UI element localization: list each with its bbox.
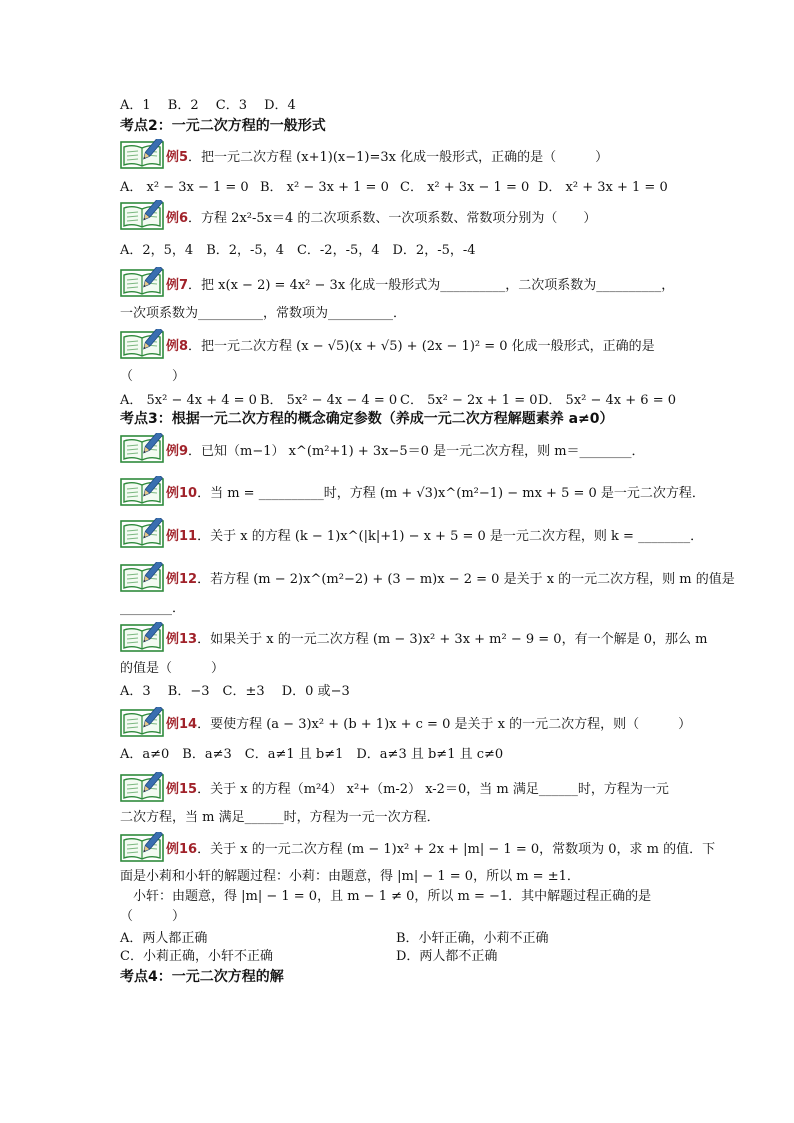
- example-label: 例11: [166, 529, 198, 544]
- example-text: ．当 m = __________时，方程 (m + √3)x^(m²−1) − mx + 5 = 0 是一元二次方程．: [197, 486, 705, 501]
- book-pen-icon: [120, 200, 164, 230]
- example-16: [166, 841, 715, 859]
- choices-ex13: A．3 B．−3 C．±3 D．0 或−3: [120, 684, 350, 699]
- heading-kp2: 考点2：一元二次方程的一般形式: [120, 118, 326, 134]
- example-16-cont1: 面是小莉和小轩的解题过程：小莉：由题意，得 |m| − 1 = 0，所以 m = ±1．: [120, 869, 580, 884]
- example-10: [166, 485, 705, 503]
- example-label: 例8: [166, 339, 189, 354]
- choice-a: A．两人都正确: [120, 931, 208, 946]
- example-8-paren: （ ）: [120, 369, 186, 384]
- choices-top: A．1 B．2 C．3 D．4: [120, 98, 296, 113]
- example-text: ．已知（m−1） x^(m²+1) + 3x−5＝0 是一元二次方程，则 m＝________．: [188, 444, 645, 459]
- choice-a: A． 5x² − 4x + 4 = 0: [120, 393, 257, 408]
- example-15: [166, 781, 669, 799]
- book-pen-icon: [120, 267, 164, 297]
- choices-ex5: [120, 180, 668, 196]
- choices-ex16-row1: [120, 931, 549, 947]
- example-label: 例5: [166, 150, 189, 165]
- example-text: ．关于 x 的一元二次方程 (m − 1)x² + 2x + |m| − 1 = 0，常数项为 0，求 m 的值．下: [197, 842, 716, 857]
- example-label: 例6: [166, 211, 189, 226]
- example-7: [166, 277, 674, 295]
- choices-ex8: [120, 393, 676, 409]
- example-text: ．如果关于 x 的一元二次方程 (m − 3)x² + 3x + m² − 9 = 0，有一个解是 0，那么 m: [197, 632, 708, 647]
- example-text: ．要使方程 (a − 3)x² + (b + 1)x + c = 0 是关于 x 的一元二次方程，则（ ）: [197, 717, 692, 732]
- choice-c: C． 5x² − 2x + 1 = 0: [400, 393, 538, 408]
- example-12-cont: ________．: [120, 601, 186, 616]
- choices-ex14: A．a≠0 B．a≠3 C．a≠1 且 b≠1 D．a≠3 且 b≠1 且 c≠0: [120, 747, 504, 762]
- choice-c: C． x² + 3x − 1 = 0: [400, 180, 530, 195]
- example-5: [166, 149, 608, 167]
- choice-d: D． x² + 3x + 1 = 0: [538, 180, 668, 195]
- example-text: ．方程 2x²-5x＝4 的二次项系数、一次项系数、常数项分别为（ ）: [188, 211, 597, 226]
- example-13: [166, 631, 707, 649]
- book-pen-icon: [120, 139, 164, 169]
- example-label: 例15: [166, 782, 198, 797]
- example-16-paren: （ ）: [120, 909, 186, 924]
- example-13-cont: 的值是（ ）: [120, 661, 225, 676]
- choice-a: A． x² − 3x − 1 = 0: [120, 180, 249, 195]
- example-16-cont2: 小轩：由题意，得 |m| − 1 = 0，且 m − 1 ≠ 0，所以 m = −1．其中解题过程正确的是: [120, 889, 652, 904]
- example-text: ．若方程 (m − 2)x^(m²−2) + (3 − m)x − 2 = 0 是关于 x 的一元二次方程，则 m 的值是: [197, 572, 735, 587]
- example-label: 例13: [166, 632, 198, 647]
- book-pen-icon: [120, 707, 164, 737]
- book-pen-icon: [120, 772, 164, 802]
- heading-kp4: 考点4：一元二次方程的解: [120, 969, 284, 985]
- choice-b: B．小轩正确，小莉不正确: [396, 931, 549, 946]
- example-label: 例9: [166, 444, 189, 459]
- book-pen-icon: [120, 832, 164, 862]
- choice-d: D． 5x² − 4x + 6 = 0: [538, 393, 676, 408]
- example-text: ．把一元二次方程 (x+1)(x−1)=3x 化成一般形式，正确的是（ ）: [188, 150, 609, 165]
- example-label: 例14: [166, 717, 198, 732]
- choice-b: B． x² − 3x + 1 = 0: [260, 180, 389, 195]
- choices-ex6: A．2，5，4 B．2，-5，4 C．-2，-5，4 D．2，-5，-4: [120, 243, 476, 258]
- example-6: [166, 210, 596, 228]
- example-7-cont: 一次项系数为__________，常数项为__________．: [120, 306, 407, 321]
- book-pen-icon: [120, 562, 164, 592]
- example-text: ．把一元二次方程 (x − √5)(x + √5) + (2x − 1)² = 0 化成一般形式，正确的是: [188, 339, 655, 354]
- example-text: ．关于 x 的方程 (k − 1)x^(|k|+1) − x + 5 = 0 是一元二次方程，则 k = ________．: [197, 529, 704, 544]
- example-label: 例7: [166, 278, 189, 293]
- example-label: 例16: [166, 842, 198, 857]
- example-text: ．把 x(x − 2) = 4x² − 3x 化成一般形式为__________，二次项系数为__________，: [188, 278, 675, 293]
- heading-kp3: 考点3：根据一元二次方程的概念确定参数（养成一元二次方程解题素养 a≠0）: [120, 411, 614, 427]
- choice-c: C．小莉正确，小轩不正确: [120, 949, 273, 964]
- example-8: [166, 338, 655, 356]
- example-15-cont: 二次方程，当 m 满足______时，方程为一元一次方程．: [120, 810, 440, 825]
- example-11: [166, 528, 703, 546]
- example-9: [166, 443, 645, 461]
- example-label: 例10: [166, 486, 198, 501]
- book-pen-icon: [120, 476, 164, 506]
- book-pen-icon: [120, 329, 164, 359]
- example-text: ．关于 x 的方程（m²4） x²+（m-2） x-2＝0，当 m 满足______时，方程为一元: [197, 782, 669, 797]
- book-pen-icon: [120, 622, 164, 652]
- choice-d: D．两人都不正确: [396, 949, 498, 964]
- choice-b: B． 5x² − 4x − 4 = 0: [260, 393, 398, 408]
- example-label: 例12: [166, 572, 198, 587]
- example-14: [166, 716, 691, 734]
- choices-ex16-row2: [120, 949, 497, 965]
- book-pen-icon: [120, 518, 164, 548]
- book-pen-icon: [120, 433, 164, 463]
- example-12: [166, 571, 735, 589]
